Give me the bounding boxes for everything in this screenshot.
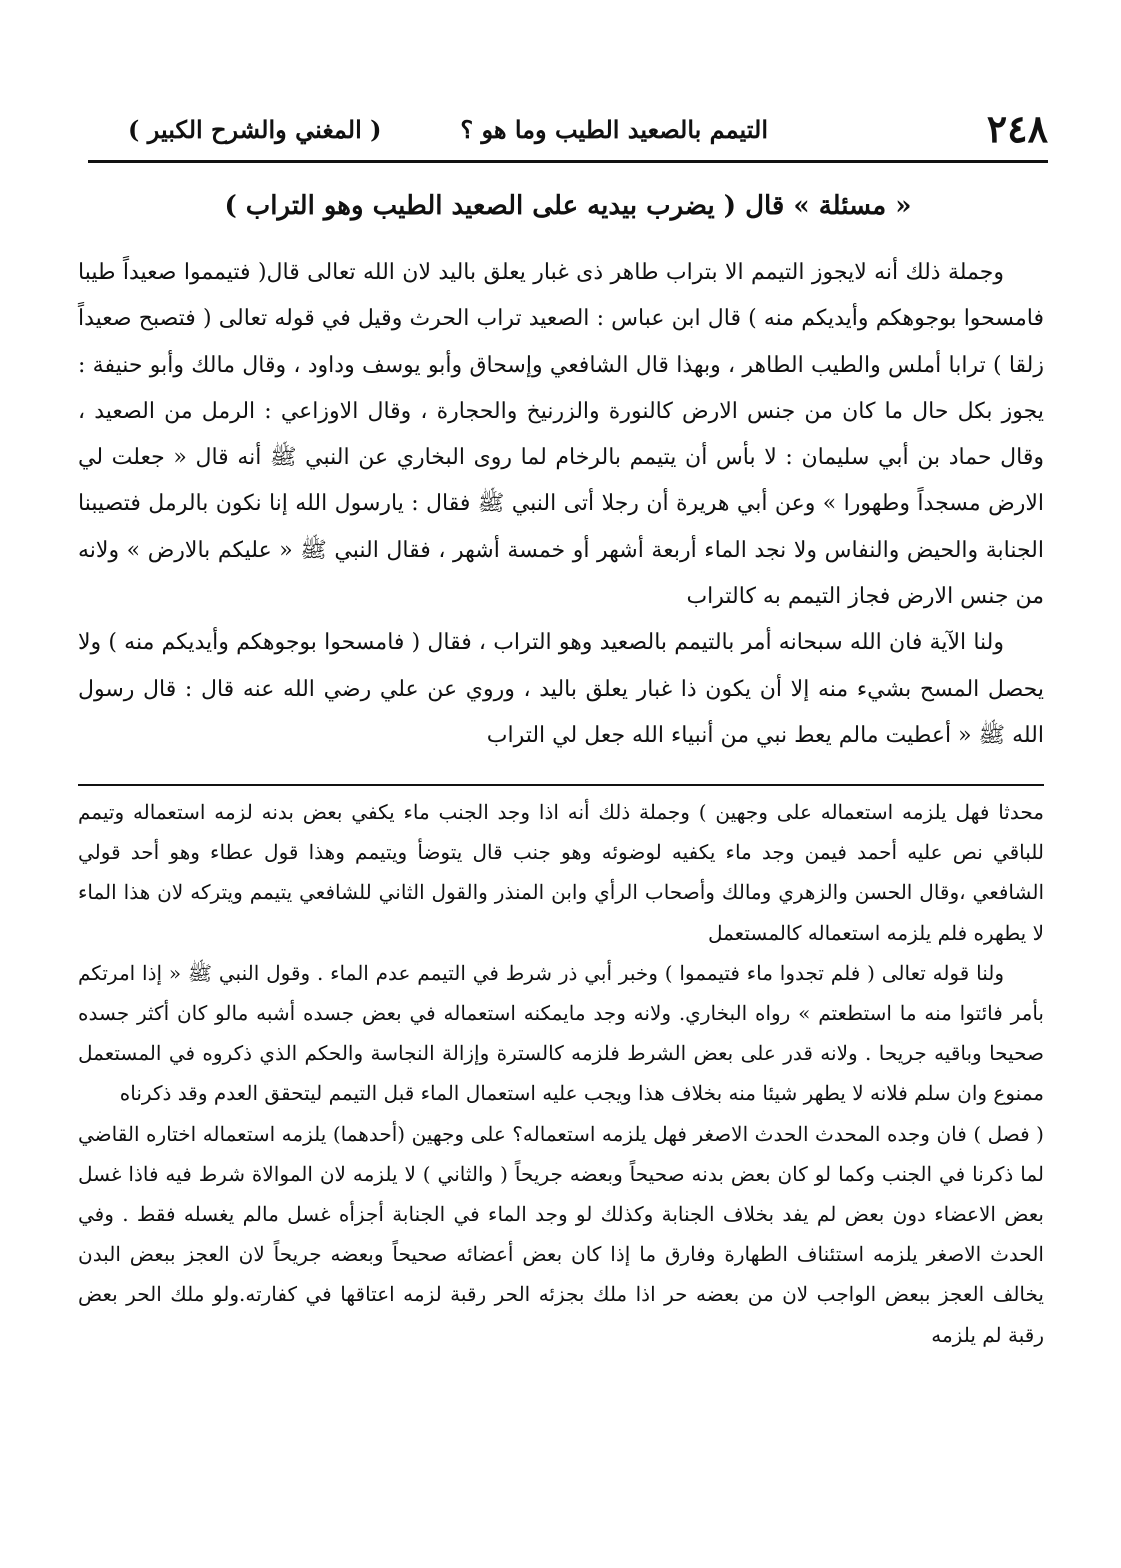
page-number: ٢٤٨ (986, 106, 1048, 151)
page-header (88, 104, 1048, 154)
commentary-paragraph: محدثا فهل يلزمه استعماله على وجهين ) وجملة ذلك أنه اذا وجد الجنب ماء يكفي بعض بدنه لزمه استعماله وتيمم للباقي نص عليه أحمد فيمن وجد ماء يكفيه لوضوئه وهو جنب قال يتوضأ ويتيمم وهذا قول عطاء وهو أحد قولي الشافعي ،وقال الحسن والزهري ومالك وأصحاب الرأي وابن المنذر والقول الثاني للشافعي يتيمم ويتركه لان هذا الماء لا يطهره فلم يلزمه استعماله كالمستعمل (78, 800, 1044, 945)
commentary-paragraph: ( فصل ) فان وجده المحدث الحدث الاصغر فهل يلزمه استعماله؟ على وجهين (أحدهما) يلزمه استعماله اختاره القاضي لما ذكرنا في الجنب وكما لو كان بعض بدنه صحيحاً وبعضه جريحاً ( والثاني ) لا يلزمه لان الموالاة شرط فيه فاذا غسل بعض الاعضاء دون بعض لم يفد بخلاف الجنابة وكذلك لو وجد الماء في الجنابة أجزأه غسل مالم يغسله فقط . وفي الحدث الاصغر يلزمه استئناف الطهارة وفارق ما إذا كان بعض أعضائه صحيحاً وبعضه جريحاً لان العجز ببعض البدن يخالف العجز ببعض الواجب لان من بعضه حر اذا ملك بجزئه الحر رقبة لزمه اعتاقها في كفارته.ولو ملك الحر بعض رقبة لم يلزمه (78, 1121, 1044, 1347)
header-divider (88, 160, 1048, 163)
main-paragraph: وجملة ذلك أنه لايجوز التيمم الا بتراب طاهر ذى غبار يعلق باليد لان الله تعالى قال( فتيمموا صعيداً طيبا فامسحوا بوجوهكم وأيديكم منه ) قال ابن عباس : الصعيد تراب الحرث وقيل في قوله تعالى ( فتصبح صعيداً زلقا ) ترابا أملس والطيب الطاهر ، وبهذا قال الشافعي وإسحاق وأبو يوسف وداود ، وقال مالك وأبو حنيفة : يجوز بكل حال ما كان من جنس الارض كالنورة والزرنيخ والحجارة ، وقال الاوزاعي : الرمل من الصعيد ، وقال حماد بن أبي سليمان : لا بأس أن يتيمم بالرخام لما روى البخاري عن النبي ﷺ أنه قال « جعلت لي الارض مسجداً وطهورا » وعن أبي هريرة أن رجلا أتى النبي ﷺ فقال : يارسول الله إنا نكون بالرمل فتصيبنا الجنابة والحيض والنفاس ولا نجد الماء أربعة أشهر أو خمسة أشهر ، فقال النبي ﷺ « عليكم بالارض » ولانه من جنس الارض فجاز التيمم به كالتراب (78, 260, 1044, 610)
commentary-divider (78, 784, 1044, 786)
book-title: ( المغني والشرح الكبير ) (128, 115, 382, 144)
commentary-text (78, 792, 1044, 1355)
running-title: التيمم بالصعيد الطيب وما هو ؟ (460, 115, 768, 144)
masala-heading: « مسئلة » قال ( يضرب بيديه على الصعيد الطيب وهو التراب ) (224, 191, 912, 221)
main-paragraph: ولنا الآية فان الله سبحانه أمر بالتيمم بالصعيد وهو التراب ، فقال ( فامسحوا بوجوهكم وأيديكم منه ) ولا يحصل المسح بشيء منه إلا أن يكون ذا غبار يعلق باليد ، وروي عن علي رضي الله عنه قال : قال رسول الله ﷺ « أعطيت مالم يعط نبي من أنبياء الله جعل لي التراب (78, 630, 1044, 748)
commentary-paragraph: ولنا قوله تعالى ( فلم تجدوا ماء فتيمموا ) وخبر أبي ذر شرط في التيمم عدم الماء . وقول النبي ﷺ « إذا امرتكم بأمر فائتوا منه ما استطعتم » رواه البخاري. ولانه وجد مايمكنه استعماله في بعض جسده أشبه مالو كان أكثر جسده صحيحا وباقيه جريحا . ولانه قدر على بعض الشرط فلزمه كالسترة وإزالة النجاسة والحكم الذي ذكروه في المستعمل ممنوع وان سلم فلانه لا يطهر شيئا منه بخلاف هذا ويجب عليه استعمال الماء قبل التيمم ليتحقق العدم وقد ذكرناه (78, 960, 1045, 1106)
main-text (78, 250, 1044, 759)
